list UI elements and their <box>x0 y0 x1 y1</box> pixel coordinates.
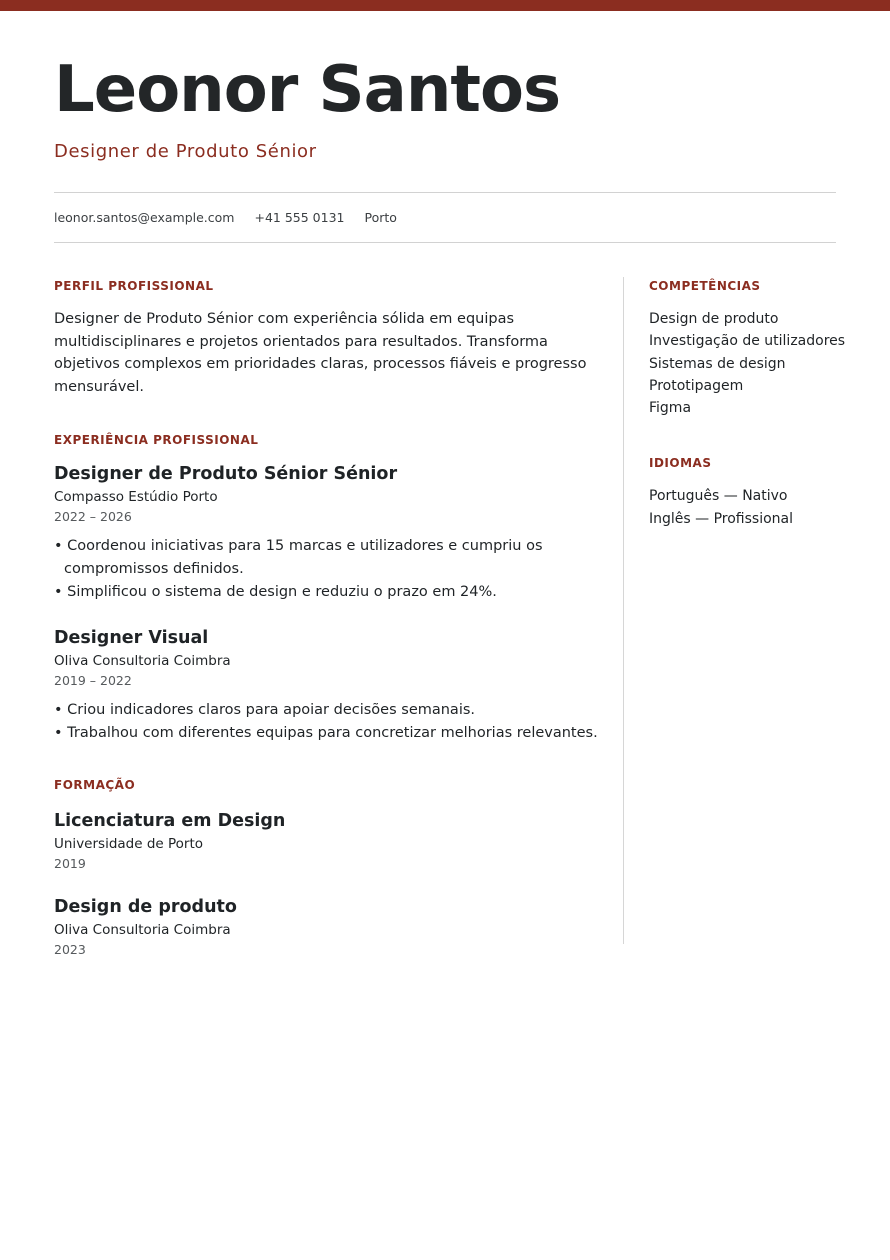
section-title-languages: IDIOMAS <box>649 456 712 471</box>
skills-list <box>649 308 849 419</box>
job-company: Oliva Consultoria Coimbra <box>54 653 231 669</box>
languages-section <box>649 454 849 530</box>
section-title-experience: EXPERIÊNCIA PROFISSIONAL <box>54 433 259 447</box>
divider-top <box>54 192 836 193</box>
job-bullets <box>54 535 599 604</box>
section-title-skills: COMPETÊNCIAS <box>649 279 761 293</box>
column-divider <box>623 277 624 944</box>
education-institution: Oliva Consultoria Coimbra <box>54 922 231 938</box>
job-bullet: • Coordenou iniciativas para 15 marcas e utilizadores e cumpriu os compromissos definidos. <box>54 535 599 581</box>
degree-title: Licenciatura em Design <box>54 811 286 831</box>
job-company: Compasso Estúdio Porto <box>54 489 218 505</box>
section-title-profile: PERFIL PROFISSIONAL <box>54 279 214 293</box>
education-entry <box>54 895 599 959</box>
education-institution: Universidade de Porto <box>54 836 204 852</box>
skill-item: Figma <box>649 400 692 417</box>
contact-email[interactable]: leonor.santos@example.com <box>54 210 235 225</box>
skill-item: Prototipagem <box>649 377 744 394</box>
experience-section <box>54 431 599 745</box>
job-dates: 2019 – 2022 <box>54 673 132 688</box>
profile-section <box>54 277 599 398</box>
language-item: Português — Nativo <box>649 488 788 505</box>
education-year: 2023 <box>54 942 86 957</box>
job-bullet: • Simplificou o sistema de design e reduziu o prazo em 24%. <box>54 581 599 604</box>
profile-summary: Designer de Produto Sénior com experiência sólida em equipas multidisciplinares e projetos orientados para resultados. Transforma objetivos complexos em prioridades claras, processos fiáveis e progresso mensurável. <box>54 311 587 395</box>
contact-location: Porto <box>364 210 397 225</box>
job-title: Designer de Produto Sénior Sénior <box>54 464 398 484</box>
education-section <box>54 776 599 959</box>
accent-top-bar <box>0 0 890 11</box>
skill-item: Design de produto <box>649 311 779 327</box>
candidate-name: Leonor Santos <box>54 53 561 127</box>
skill-item: Investigação de utilizadores <box>649 333 846 350</box>
education-year: 2019 <box>54 856 86 871</box>
languages-list <box>649 485 849 530</box>
skills-section <box>649 277 849 419</box>
section-title-education: FORMAÇÃO <box>54 778 136 792</box>
job-dates: 2022 – 2026 <box>54 509 132 524</box>
candidate-role: Designer de Produto Sénior <box>54 141 317 162</box>
main-column <box>54 277 599 959</box>
skill-item: Sistemas de design <box>649 355 786 372</box>
contact-phone[interactable]: +41 555 0131 <box>254 210 345 225</box>
job-bullets <box>54 699 599 745</box>
job-bullet: • Trabalhou com diferentes equipas para concretizar melhorias relevantes. <box>54 722 599 745</box>
job-title: Designer Visual <box>54 628 209 648</box>
contact-row <box>54 209 397 227</box>
side-column <box>649 277 849 530</box>
education-entry <box>54 809 599 873</box>
divider-bottom <box>54 242 836 243</box>
language-item: Inglês — Profissional <box>649 510 793 527</box>
job-bullet: • Criou indicadores claros para apoiar decisões semanais. <box>54 699 599 722</box>
job-entry <box>54 626 599 745</box>
degree-title: Design de produto <box>54 897 237 917</box>
job-entry <box>54 462 599 604</box>
